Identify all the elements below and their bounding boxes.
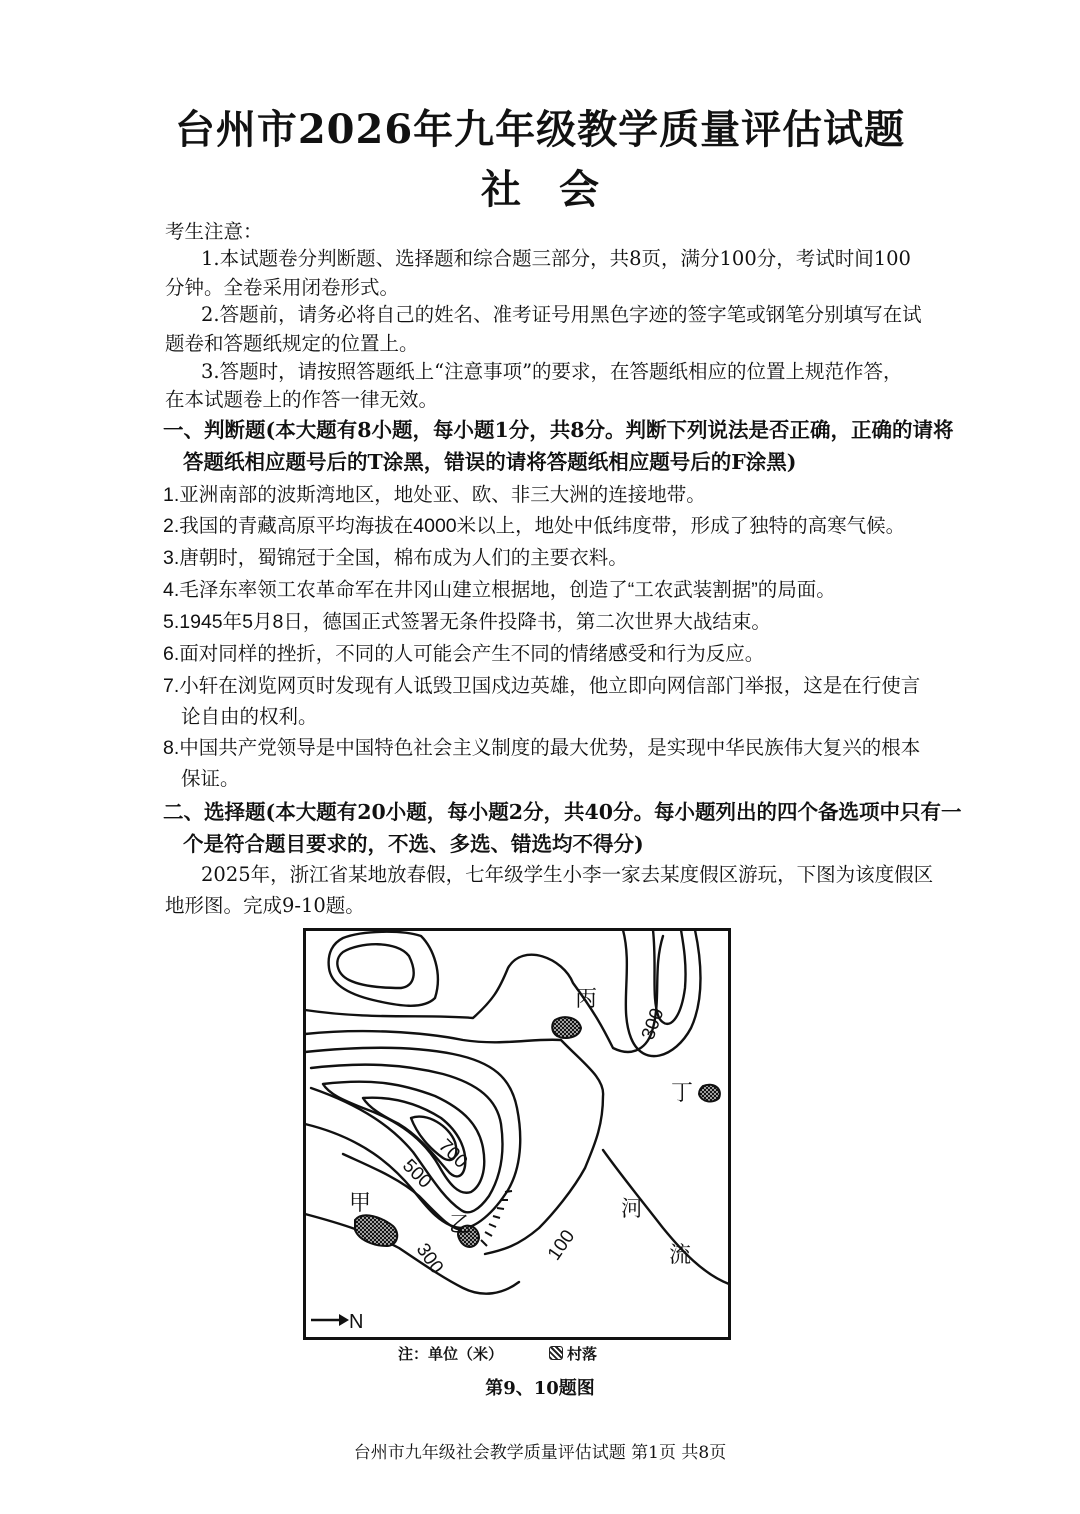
village-bing (552, 1017, 581, 1038)
contour-label-100: 100 (543, 1226, 580, 1265)
map-label-jia: 甲 (349, 1191, 372, 1216)
north-label: N (349, 1311, 364, 1333)
question-1: 1.亚洲南部的波斯湾地区，地处亚、欧、非三大洲的连接地带。 (163, 484, 706, 506)
contour-label-500: 500 (398, 1155, 436, 1193)
village-ding (699, 1085, 720, 1102)
section-1-line-1: 一、判断题(本大题有8小题，每小题1分，共8分。判断下列说法是否正确，正确的请将 (163, 418, 954, 442)
page-footer: 台州市九年级社会教学质量评估试题 第1页 共8页 (353, 1443, 727, 1463)
map-legend (398, 1343, 597, 1364)
question-7-line-1: 7.小轩在浏览网页时发现有人诋毁卫国戍边英雄，他立即向网信部门举报，这是在行使言 (163, 675, 921, 697)
section-1-line-2: 答题纸相应题号后的T涂黑，错误的请将答题纸相应题号后的F涂黑) (183, 450, 797, 474)
legend-village: 村落 (567, 1345, 598, 1363)
map-border (305, 930, 730, 1339)
section-1-heading (163, 414, 954, 478)
notice-item-1b: 分钟。全卷采用闭卷形式。 (165, 276, 400, 299)
question-8 (163, 733, 923, 795)
notice-item-3b: 在本试题卷上的作答一律无效。 (165, 388, 439, 411)
topographic-map (303, 928, 731, 1340)
exam-subject: 社会 (481, 166, 637, 213)
question-7-line-2: 论自由的权利。 (181, 706, 318, 728)
section-2-line-2: 个是符合题目要求的，不选、多选、错选均不得分) (183, 832, 644, 856)
intro-line-2: 地形图。完成9-10题。 (165, 894, 365, 917)
notice-heading: 考生注意： (165, 220, 263, 243)
map-label-he: 河 (621, 1197, 644, 1222)
figure-caption: 第9、10题图 (485, 1378, 595, 1399)
question-4: 4.毛泽东率领工农革命军在井冈山建立根据地，创造了“工农武装割据”的局面。 (163, 579, 836, 601)
notice-item-1a: 1.本试题卷分判断题、选择题和综合题三部分，共8页，满分100分，考试时间100 (201, 247, 911, 270)
map-label-bing: 丙 (575, 987, 598, 1012)
legend-unit: 注：单位（米） (398, 1345, 504, 1363)
section-2-heading (163, 796, 962, 860)
map-label-yi: 乙 (449, 1213, 472, 1238)
question-6: 6.面对同样的挫折，不同的人可能会产生不同的情绪感受和行为反应。 (163, 643, 765, 665)
question-7 (163, 671, 923, 733)
exam-title: 台州市2026年九年级教学质量评估试题 (174, 106, 906, 153)
question-8-line-2: 保证。 (181, 768, 240, 790)
notice-item-2b: 题卷和答题纸规定的位置上。 (165, 332, 419, 355)
contour-label-300-right: 300 (637, 1005, 669, 1043)
question-3: 3.唐朝时，蜀锦冠于全国，棉布成为人们的主要衣料。 (163, 547, 628, 569)
map-label-liu: 流 (669, 1243, 692, 1268)
contour-label-300-left: 300 (411, 1239, 448, 1278)
question-5: 5.1945年5月8日，德国正式签署无条件投降书，第二次世界大战结束。 (163, 611, 771, 633)
notice-item-3a: 3.答题时，请按照答题纸上“注意事项”的要求，在答题纸相应的位置上规范作答， (201, 360, 903, 383)
question-8-line-1: 8.中国共产党领导是中国特色社会主义制度的最大优势，是实现中华民族伟大复兴的根本 (163, 737, 921, 759)
notice-item-2a: 2.答题前，请务必将自己的姓名、准考证号用黑色字迹的签字笔或钢笔分别填写在试 (201, 303, 922, 326)
contour-label-700: 700 (434, 1135, 472, 1173)
village-legend-icon (549, 1346, 563, 1360)
section-2-line-1: 二、选择题(本大题有20小题，每小题2分，共40分。每小题列出的四个备选项中只有一 (163, 800, 962, 824)
intro-line-1: 2025年，浙江省某地放春假，七年级学生小李一家去某度假区游玩，下图为该度假区 (201, 863, 934, 886)
map-label-ding: 丁 (671, 1081, 694, 1106)
question-2: 2.我国的青藏高原平均海拔在4000米以上，地处中低纬度带，形成了独特的高寒气候。 (163, 515, 906, 537)
